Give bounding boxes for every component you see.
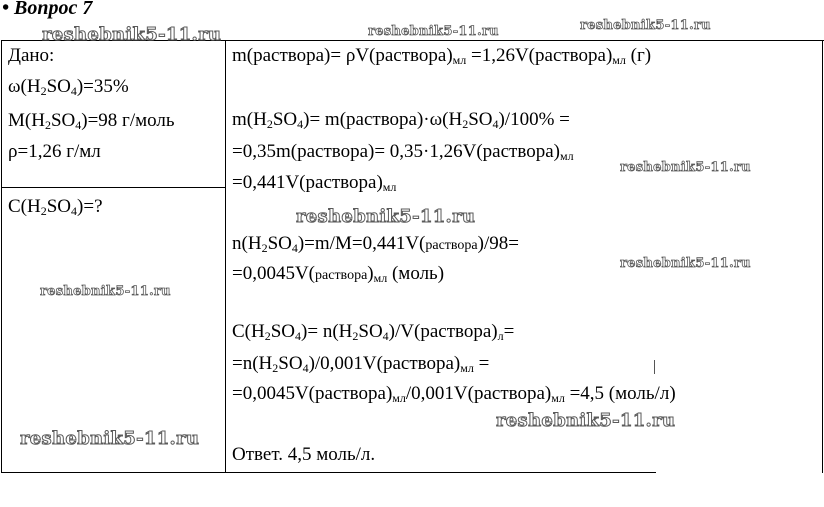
- solution-line-9: $=0,0045V(раствора)_{мл}/0,001V(раствора)_{мл} =4,5$ (моль/л): [232, 383, 676, 405]
- solution-line-1: m(раствора)= $\rho V(раствора)_{мл}$ $=1,26V(раствора)_{мл}$ (г): [232, 45, 652, 67]
- question-heading: • Вопрос 7: [2, 0, 93, 19]
- given-molar-mass: $M(H_2SO_4)=98$ г/моль: [8, 110, 175, 132]
- solution-line-5: $n(H_2SO_4)=m/M=0,441V(раствора)/98=$: [232, 233, 519, 255]
- table-border-bottom: [1, 472, 656, 473]
- watermark: reshebnik5-11.ru: [20, 428, 200, 449]
- stray-mark: [654, 360, 655, 374]
- solution-line-4: $=0,441V(раствора)_{мл}$: [232, 172, 397, 194]
- watermark: reshebnik5-11.ru: [40, 284, 171, 299]
- solution-line-2: $m(H_2SO_4)=$ $m(раствора)\cdot\omega(H_2SO_4)/100\%$ =: [232, 109, 570, 131]
- solution-line-8: $=n(H_2SO_4)/0,001V(раствора)_{мл}$ =: [232, 353, 490, 375]
- solution-line-3: =0,35m(раствора)= $0,35\cdot 1,26V(раствора)_{мл}$: [232, 141, 574, 163]
- watermark: reshebnik5-11.ru: [620, 256, 751, 271]
- given-mass-fraction: $\omega(H_2SO_4)=35\%$: [8, 76, 129, 98]
- watermark: reshebnik5-11.ru: [620, 160, 751, 175]
- watermark: reshebnik5-11.ru: [42, 24, 222, 45]
- given-density: ρ=1,26 г/мл: [8, 141, 101, 162]
- table-border-left: [1, 40, 2, 473]
- watermark: reshebnik5-11.ru: [580, 18, 711, 33]
- answer-line: Ответ. 4,5 моль/л.: [232, 444, 376, 465]
- table-border-right: [822, 40, 823, 473]
- watermark: reshebnik5-11.ru: [296, 206, 476, 227]
- find-concentration: $C(H_2SO_4)=$?: [8, 196, 103, 218]
- table-column-divider: [225, 40, 226, 473]
- solution-line-6: $=0,0045V(раствора)_{мл}$ (моль): [232, 263, 445, 285]
- table-row-divider: [1, 187, 225, 188]
- watermark: reshebnik5-11.ru: [368, 24, 499, 39]
- watermark: reshebnik5-11.ru: [496, 410, 676, 431]
- solution-line-7: $C(H_2SO_4)=$ $n(H_2SO_4)/V(раствора)_л=$: [232, 321, 515, 343]
- given-label: Дано:: [8, 45, 55, 66]
